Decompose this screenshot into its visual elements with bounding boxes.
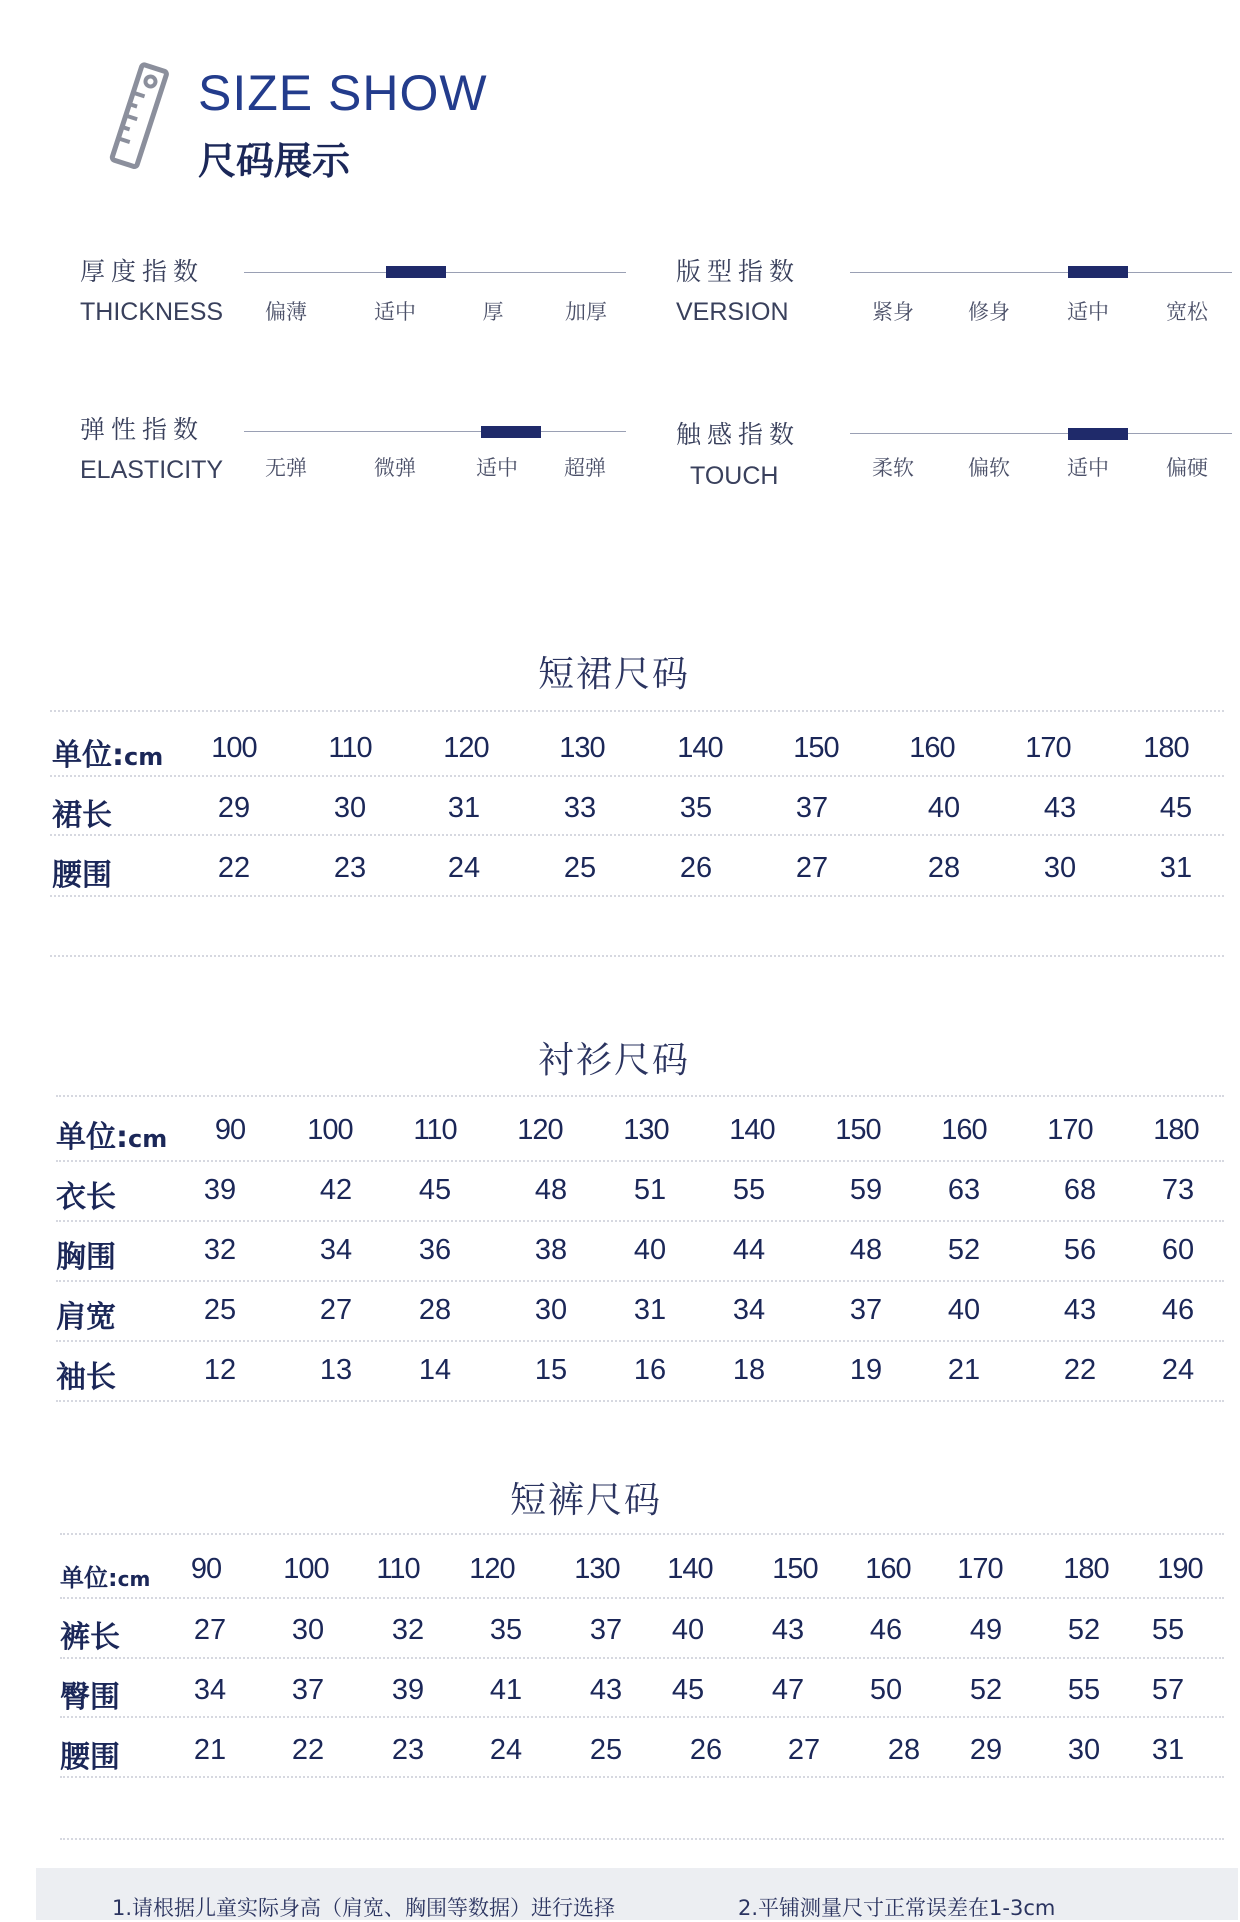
index-touch-en: TOUCH [690,462,779,490]
table-cell: 68 [1063,1174,1097,1206]
table-cell: 40 [671,1614,705,1646]
table-cell: 46 [869,1614,903,1646]
table-cell: 56 [1063,1234,1097,1266]
table-cell: 37 [795,792,829,824]
table-cell: 26 [689,1734,723,1766]
table-cell: 43 [1043,792,1077,824]
index-thickness-cn: 厚度指数 [80,257,205,286]
table-cell: 59 [849,1174,883,1206]
divider [50,895,1224,897]
size-header: 110 [328,732,372,764]
skirt-table-title: 短裙尺码 [537,654,691,695]
table-cell: 28 [418,1294,452,1326]
index-elasticity-option: 无弹 [265,456,307,480]
size-header: 120 [469,1553,515,1585]
divider [60,1776,1224,1778]
unit: cm [117,1567,151,1591]
row-label: 胸围 [56,1240,116,1275]
size-header: 150 [835,1114,881,1146]
table-cell: 42 [319,1174,353,1206]
divider [56,1400,1224,1402]
table-cell: 25 [203,1294,237,1326]
size-header: 100 [307,1114,353,1146]
size-header: 160 [909,732,955,764]
index-thickness-marker [386,266,446,278]
table-cell: 45 [671,1674,705,1706]
unit-prefix: 单位: [56,1120,128,1155]
table-cell: 28 [927,852,961,884]
ruler-icon [100,62,180,172]
page-title-cn: 尺码展示 [198,139,351,183]
size-header: 90 [214,1114,246,1146]
index-thickness-option: 偏薄 [265,300,307,324]
index-version-option: 修身 [968,300,1010,324]
table-cell: 22 [1063,1354,1097,1386]
divider [56,1160,1224,1162]
size-header: 170 [1047,1114,1093,1146]
footer-note-2: 2.平铺测量尺寸正常误差在1-3cm [738,1896,1056,1920]
table-cell: 48 [849,1234,883,1266]
table-cell: 36 [418,1234,452,1266]
table-cell: 29 [217,792,251,824]
divider [50,955,1224,957]
size-header: 120 [517,1114,563,1146]
table-cell: 48 [534,1174,568,1206]
table-cell: 32 [203,1234,237,1266]
index-elasticity-en: ELASTICITY [80,456,224,484]
index-version-en: VERSION [676,298,789,326]
divider [56,1280,1224,1282]
table-cell: 51 [633,1174,667,1206]
divider [60,1838,1224,1840]
index-touch-cn: 触感指数 [676,420,801,449]
index-touch-option: 偏软 [968,456,1010,480]
table-cell: 21 [193,1734,227,1766]
divider [60,1533,1224,1535]
table-cell: 50 [869,1674,903,1706]
table-cell: 30 [534,1294,568,1326]
size-header: 180 [1063,1553,1109,1585]
table-cell: 21 [947,1354,981,1386]
table-cell: 33 [563,792,597,824]
size-header: 160 [865,1553,911,1585]
row-label: 裙长 [52,798,112,833]
table-cell: 60 [1161,1234,1195,1266]
size-header: 90 [190,1553,222,1585]
table-cell: 52 [969,1674,1003,1706]
row-label: 腰围 [52,858,112,893]
table-cell: 26 [679,852,713,884]
table-cell: 16 [633,1354,667,1386]
size-header: 170 [957,1553,1003,1585]
skirt-unit-label [52,730,163,774]
table-cell: 37 [291,1674,325,1706]
table-cell: 55 [1151,1614,1185,1646]
divider [56,1220,1224,1222]
table-cell: 22 [217,852,251,884]
index-elasticity-option: 适中 [476,456,518,480]
size-header: 110 [376,1553,420,1585]
table-cell: 40 [927,792,961,824]
table-cell: 28 [887,1734,921,1766]
table-cell: 34 [319,1234,353,1266]
index-touch-track [850,433,1232,434]
table-cell: 55 [1067,1674,1101,1706]
table-cell: 63 [947,1174,981,1206]
table-cell: 49 [969,1614,1003,1646]
divider [50,775,1224,777]
shirt-table-title: 衬衫尺码 [537,1040,691,1081]
size-header: 140 [729,1114,775,1146]
table-cell: 43 [771,1614,805,1646]
shirt-unit-label [56,1112,167,1156]
index-thickness-en: THICKNESS [80,298,224,326]
row-label: 腰围 [60,1740,120,1775]
index-elasticity-option: 超弹 [564,456,606,480]
size-header: 180 [1143,732,1189,764]
table-cell: 18 [732,1354,766,1386]
size-header: 160 [941,1114,987,1146]
table-cell: 35 [679,792,713,824]
table-cell: 52 [1067,1614,1101,1646]
size-header: 140 [677,732,723,764]
size-header: 110 [413,1114,457,1146]
table-cell: 44 [732,1234,766,1266]
size-header: 130 [559,732,605,764]
table-cell: 24 [447,852,481,884]
table-cell: 31 [633,1294,667,1326]
table-cell: 27 [193,1614,227,1646]
index-elasticity-cn: 弹性指数 [80,415,205,444]
index-elasticity-track [244,431,626,432]
index-version-marker [1068,266,1128,278]
table-cell: 23 [333,852,367,884]
table-cell: 27 [319,1294,353,1326]
row-label: 臀围 [60,1680,120,1715]
row-label: 衣长 [56,1180,116,1215]
row-label: 肩宽 [56,1300,116,1335]
table-cell: 22 [291,1734,325,1766]
index-elasticity-option: 微弹 [374,456,416,480]
table-cell: 52 [947,1234,981,1266]
table-cell: 25 [589,1734,623,1766]
index-version-option: 宽松 [1166,300,1208,324]
index-version-track [850,272,1232,273]
table-cell: 25 [563,852,597,884]
table-cell: 46 [1161,1294,1195,1326]
divider [60,1716,1224,1718]
table-cell: 24 [489,1734,523,1766]
table-cell: 41 [489,1674,523,1706]
row-label: 裤长 [60,1620,120,1655]
index-elasticity-marker [481,426,541,438]
table-cell: 43 [589,1674,623,1706]
table-cell: 30 [1067,1734,1101,1766]
index-version-option: 适中 [1067,300,1109,324]
size-header: 120 [443,732,489,764]
divider [60,1657,1224,1659]
table-cell: 31 [1151,1734,1185,1766]
size-header: 130 [623,1114,669,1146]
table-cell: 39 [391,1674,425,1706]
table-cell: 47 [771,1674,805,1706]
index-touch-option: 偏硬 [1166,456,1208,480]
table-cell: 38 [534,1234,568,1266]
divider [56,1340,1224,1342]
index-thickness-option: 厚 [482,300,504,324]
table-cell: 30 [1043,852,1077,884]
size-header: 150 [793,732,839,764]
table-cell: 23 [391,1734,425,1766]
size-header: 100 [211,732,257,764]
unit-prefix: 单位: [52,738,124,773]
table-cell: 14 [418,1354,452,1386]
table-cell: 34 [193,1674,227,1706]
table-cell: 29 [969,1734,1003,1766]
table-cell: 40 [633,1234,667,1266]
unit: cm [128,1125,168,1153]
table-cell: 31 [447,792,481,824]
divider [50,834,1224,836]
table-cell: 34 [732,1294,766,1326]
table-cell: 13 [319,1354,353,1386]
table-cell: 39 [203,1174,237,1206]
table-cell: 31 [1159,852,1193,884]
table-cell: 43 [1063,1294,1097,1326]
table-cell: 19 [849,1354,883,1386]
table-cell: 45 [418,1174,452,1206]
divider [60,1597,1224,1599]
table-cell: 12 [203,1354,237,1386]
table-cell: 45 [1159,792,1193,824]
table-cell: 30 [291,1614,325,1646]
table-cell: 37 [589,1614,623,1646]
table-cell: 35 [489,1614,523,1646]
index-version-cn: 版型指数 [676,257,801,286]
table-cell: 32 [391,1614,425,1646]
size-header: 130 [574,1553,620,1585]
size-header: 180 [1153,1114,1199,1146]
table-cell: 57 [1151,1674,1185,1706]
size-header: 190 [1157,1553,1203,1585]
row-label: 袖长 [56,1360,116,1395]
size-header: 100 [283,1553,329,1585]
unit: cm [124,743,164,771]
table-cell: 24 [1161,1354,1195,1386]
shorts-table-title: 短裤尺码 [509,1480,663,1521]
size-header: 150 [772,1553,818,1585]
table-cell: 27 [795,852,829,884]
index-thickness-option: 加厚 [565,300,607,324]
index-version-option: 紧身 [872,300,914,324]
index-touch-marker [1068,428,1128,440]
table-cell: 27 [787,1734,821,1766]
table-cell: 40 [947,1294,981,1326]
unit-prefix: 单位: [60,1564,118,1592]
table-cell: 55 [732,1174,766,1206]
index-touch-option: 适中 [1067,456,1109,480]
table-cell: 73 [1161,1174,1195,1206]
divider [50,710,1224,712]
footer-note-1: 1.请根据儿童实际身高（肩宽、胸围等数据）进行选择 [112,1896,616,1920]
page-title-en: SIZE SHOW [198,65,488,121]
table-cell: 15 [534,1354,568,1386]
index-touch-option: 柔软 [872,456,914,480]
divider [56,1095,1224,1097]
index-thickness-option: 适中 [374,300,416,324]
size-header: 170 [1025,732,1071,764]
size-header: 140 [667,1553,713,1585]
table-cell: 30 [333,792,367,824]
table-cell: 37 [849,1294,883,1326]
shorts-unit-label [60,1558,150,1593]
